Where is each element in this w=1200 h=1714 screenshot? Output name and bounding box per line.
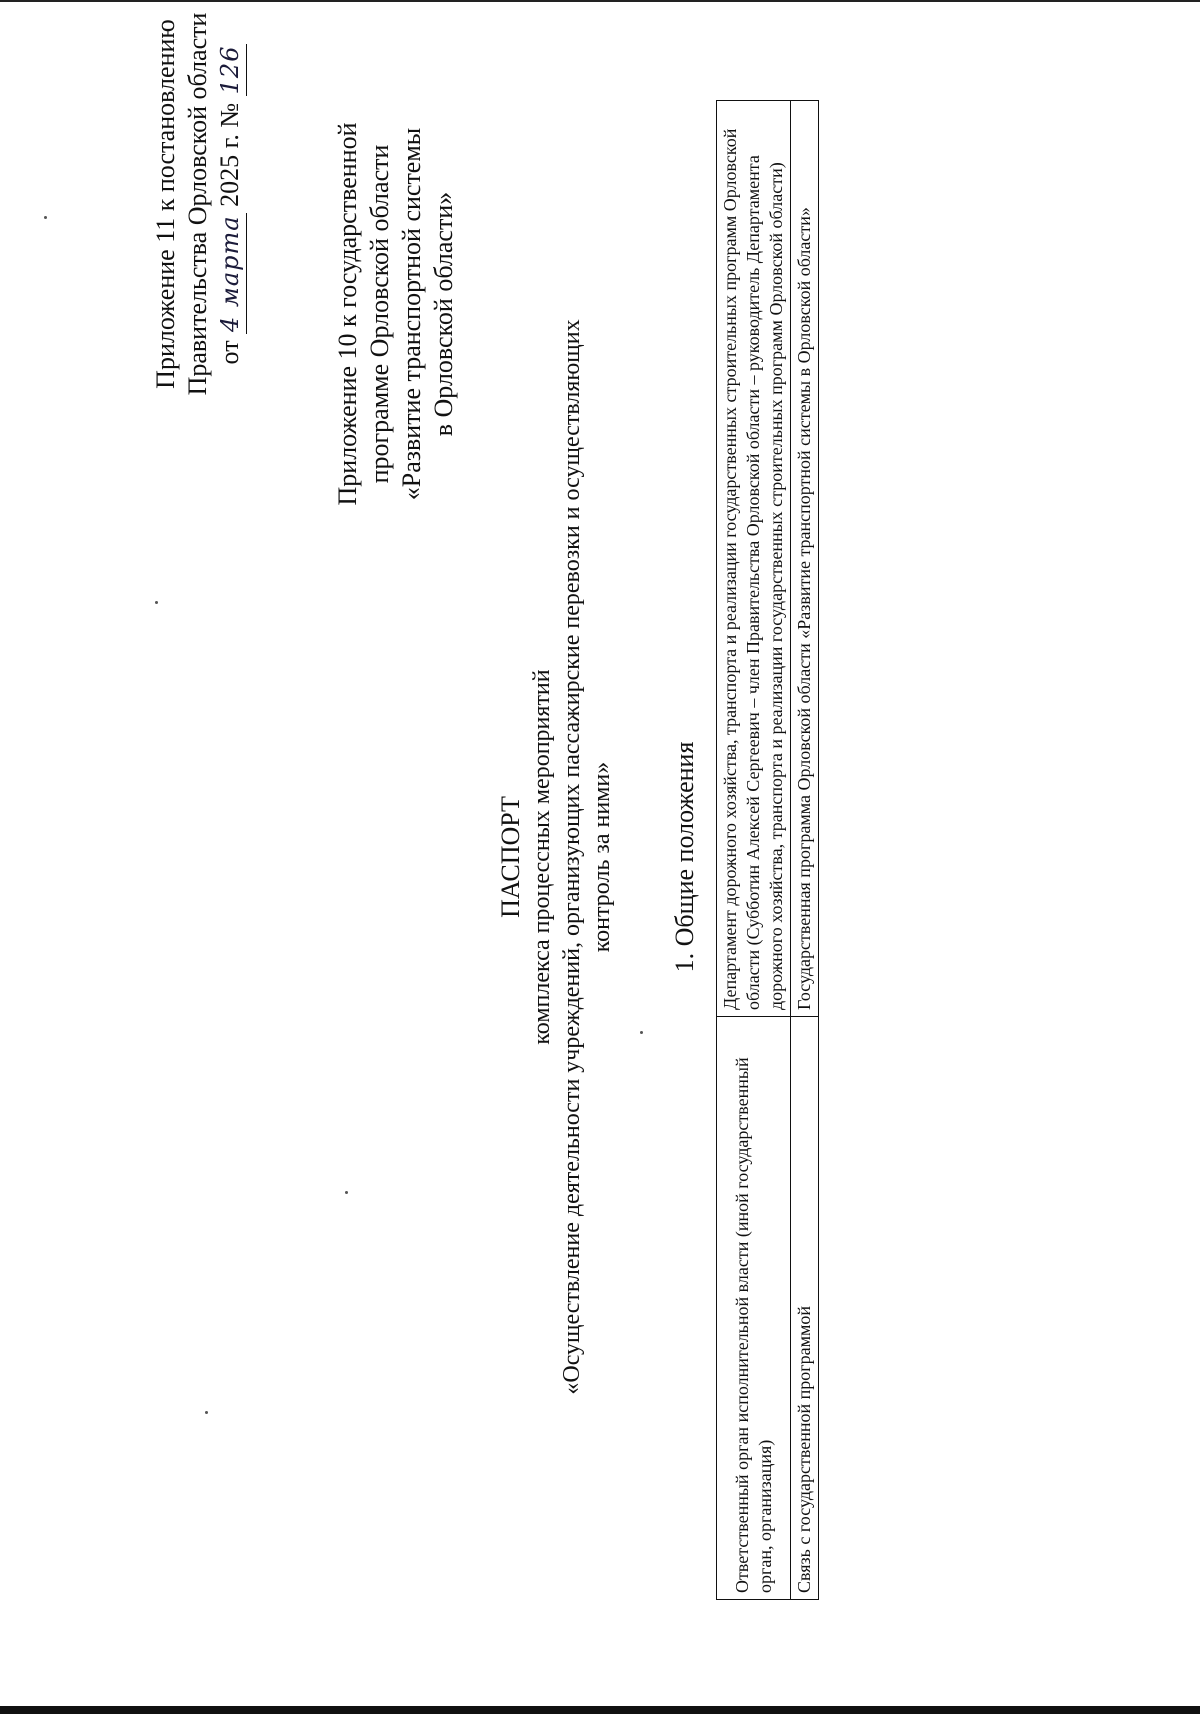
title-heading: ПАСПОРТ: [496, 796, 525, 918]
handwritten-date-text: 4 марта: [216, 215, 244, 332]
table-cell-label: Связь с государственной программой: [791, 1017, 819, 1600]
appendix-11-block: [150, 0, 247, 414]
appendix-10-line1: Приложение 10 к государственной: [333, 122, 362, 506]
scan-speck: [205, 1411, 208, 1414]
scan-edge-bottom: [0, 1706, 1200, 1714]
table-row: [791, 101, 819, 1600]
appendix-11-date-line: [214, 0, 247, 414]
handwritten-date: [214, 213, 247, 334]
date-prefix: от: [215, 340, 244, 365]
scan-speck: [155, 601, 158, 604]
appendix-11-line1: Приложение 11 к постановлению: [151, 19, 180, 389]
table-cell-value: Департамент дорожного хозяйства, транспорта и реализации государственных строительных программ Орловской области (Субботин Алексей Сергеевич – член Правительства Орловской области – руководитель Департамента дорожного хозяйства, транспорта и реализации государственных строительных программ Орловской области): [717, 101, 791, 1017]
document-title: [495, 0, 617, 1714]
scan-speck: [640, 1031, 643, 1034]
appendix-11-line2: Правительства Орловской области: [183, 12, 212, 396]
passport-table: [716, 100, 819, 1600]
appendix-10-block: [332, 114, 460, 514]
scan-speck: [345, 1191, 348, 1194]
appendix-10-line2: программе Орловской области: [365, 144, 394, 484]
title-line2: комплекса процессных мероприятий: [529, 669, 555, 1045]
appendix-10-line4: в Орловской области»: [429, 191, 458, 437]
table-cell-label: Ответственный орган исполнительной власти (иной государственный орган, организация): [717, 1017, 791, 1600]
table-cell-value: Государственная программа Орловской области «Развитие транспортной системы в Орловской области»: [791, 101, 819, 1017]
title-line3: «Осуществление деятельности учреждений, организующих пассажирские перевозки и осуществляющих: [559, 319, 585, 1395]
handwritten-number-text: 126: [216, 45, 244, 95]
table-row: [717, 101, 791, 1600]
scan-speck: [44, 216, 47, 219]
appendix-10-line3: «Развитие транспортной системы: [397, 127, 426, 501]
section-heading: 1. Общие положения: [670, 741, 699, 973]
date-year: 2025 г. №: [215, 102, 244, 207]
title-line4: контроль за ними»: [589, 761, 615, 953]
handwritten-number: [214, 44, 247, 97]
